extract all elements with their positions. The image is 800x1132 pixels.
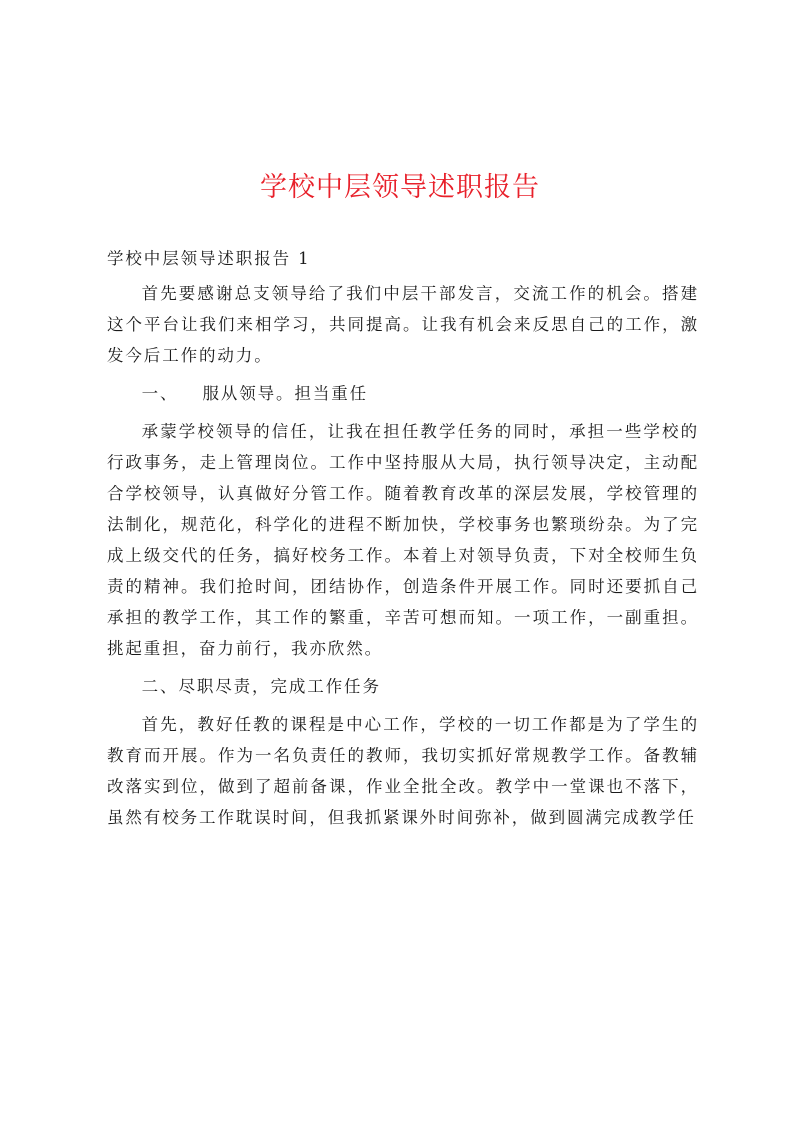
- document-title: 学校中层领导述职报告: [260, 172, 540, 203]
- paragraph-section-2: 首先，教好任教的课程是中心工作，学校的一切工作都是为了学生的教育而开展。作为一名负责任的教师，我切实抓好常规教学工作。备教辅改落实到位，做到了超前备课，作业全批全改。教学中一堂课也不落下，虽然有校务工作耽误时间，但我抓紧课外时间弥补，做到圆满完成教学任: [107, 715, 699, 827]
- section-heading-1: [107, 378, 699, 409]
- report-subtitle: 学校中层领导述职报告 1: [107, 249, 311, 268]
- section-heading-1-text: 服从领导。担当重任: [202, 384, 369, 403]
- section-heading-1-number: 一、: [141, 384, 179, 403]
- document-body: [107, 243, 699, 840]
- paragraph-intro: 首先要感谢总支领导给了我们中层干部发言，交流工作的机会。搭建这个平台让我们来相学习，共同提高。让我有机会来反思自己的工作，激发今后工作的动力。: [107, 284, 699, 365]
- paragraph-section-1: 承蒙学校领导的信任，让我在担任教学任务的同时，承担一些学校的行政事务，走上管理岗位。工作中坚持服从大局，执行领导决定，主动配合学校领导，认真做好分管工作。随着教育改革的深层发展，学校管理的法制化，规范化，科学化的进程不断加快，学校事务也繁琐纷杂。为了完成上级交代的任务，搞好校务工作。本着上对领导负责，下对全校师生负责的精神。我们抢时间，团结协作，创造条件开展工作。同时还要抓自己承担的教学工作，其工作的繁重，辛苦可想而知。一项工作，一副重担。挑起重担，奋力前行，我亦欣然。: [107, 422, 699, 658]
- section-heading-2: 二、尽职尽责，完成工作任务: [141, 677, 381, 696]
